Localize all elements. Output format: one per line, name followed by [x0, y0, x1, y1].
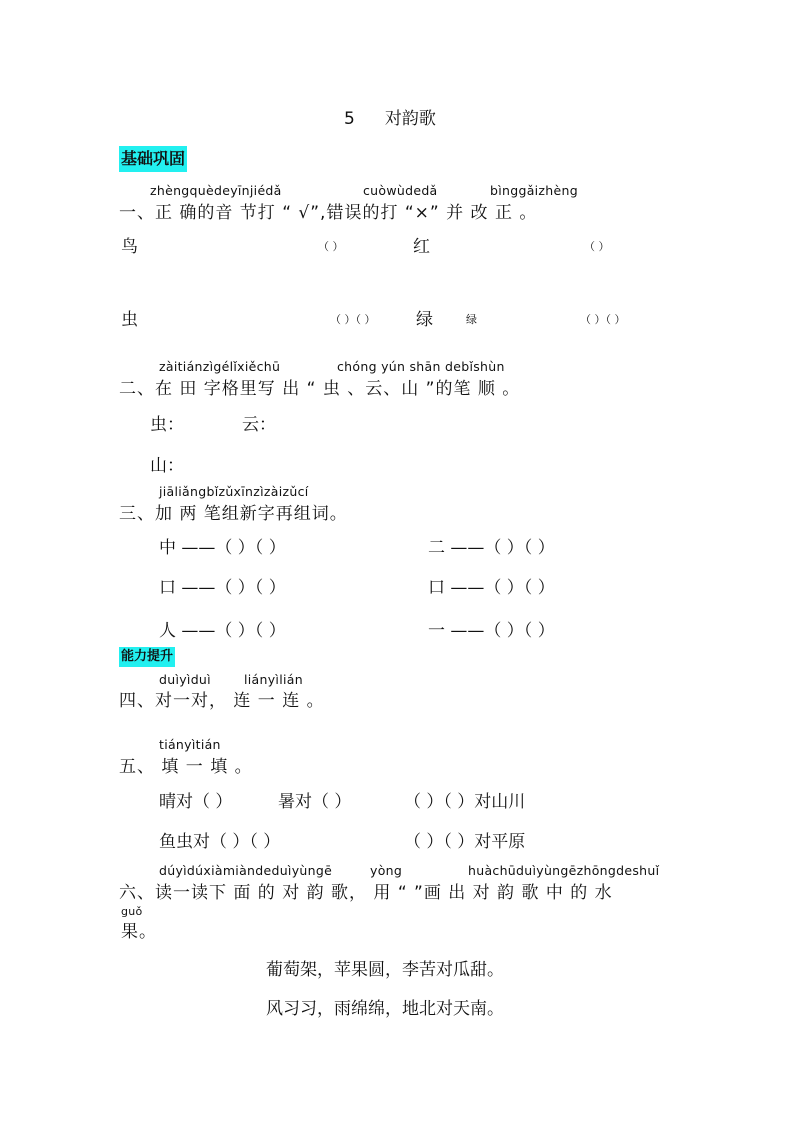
q1-pinyin-a: zhèngquèdeyīnjiédǎ	[150, 183, 282, 198]
q2-item-chong: 虫：	[150, 415, 184, 435]
q6-question-cont: 果。	[121, 922, 157, 942]
q3-row2-left: 口 ——（ ）（ ）	[159, 578, 286, 598]
q6-pinyin-c: huàchūduìyùngēzhōngdeshuǐ	[468, 863, 660, 878]
q3-question: 三、加 两 笔组新字再组词。	[119, 504, 348, 524]
q2-pinyin-b: chóng yún shān debǐshùn	[337, 359, 505, 374]
q6-pinyin-d: guǒ	[121, 905, 143, 918]
poem-line-2: 风习习，雨绵绵，地北对天南。	[266, 999, 504, 1019]
q1-row2-left-char: 虫	[121, 310, 138, 330]
q1-pinyin-b: cuòwùdedǎ	[363, 183, 438, 198]
q5-row2-c: （ ）（ ）对平原	[404, 832, 526, 852]
q4-pinyin-b: liányìlián	[244, 672, 303, 687]
q2-pinyin-a: zàitiánzìgélǐxiěchū	[159, 359, 281, 374]
q1-row1-right-brackets: （ ）	[584, 240, 610, 253]
q2-question: 二、在 田 字格里写 出 “ 虫 、云、山 ”的笔 顺 。	[119, 379, 521, 399]
q2-item-yun: 云：	[242, 415, 276, 435]
q1-row2-right-brackets: （ ）（ ）	[580, 313, 626, 326]
q5-row1-c: （ ）（ ）对山川	[404, 792, 526, 812]
poem-line-1: 葡萄架，苹果圆，李苦对瓜甜。	[266, 960, 504, 980]
page-title	[344, 104, 436, 129]
q4-pinyin-a: duìyìduì	[159, 672, 211, 687]
q3-row1-right: 二 ——（ ）（ ）	[428, 538, 555, 558]
q5-question: 五、 填 一 填 。	[119, 757, 253, 777]
lesson-number: 5	[344, 109, 355, 129]
lesson-title: 对韵歌	[384, 109, 436, 129]
q5-pinyin: tiányìtián	[159, 737, 221, 752]
q1-question: 一、正 确的音 节打 “ √”,错误的打 “×” 并 改 正 。	[119, 203, 538, 223]
q6-question: 六、读一读下 面 的 对 韵 歌， 用 “ ”画 出 对 韵 歌 中 的 水	[119, 883, 613, 903]
q1-row1-left-brackets: （ ）	[318, 240, 344, 253]
q4-question: 四、对一对， 连 一 连 。	[119, 691, 325, 711]
q1-row1-right-char: 红	[413, 237, 430, 257]
q1-row2-right-char: 绿	[416, 310, 433, 330]
q1-pinyin-c: bìnggǎizhèng	[490, 183, 578, 198]
q1-row2-left-brackets: （ ）（ ）	[330, 313, 376, 326]
q5-row1-a: 晴对（ ）	[159, 792, 233, 812]
q3-row1-left: 中 ——（ ）（ ）	[159, 538, 286, 558]
q6-pinyin-a: dúyìdúxiàmiàndeduìyùngē	[159, 863, 333, 878]
q3-row3-left: 人 ——（ ）（ ）	[159, 621, 286, 641]
q3-pinyin: jiāliǎngbǐzǔxīnzìzàizǔcí	[159, 484, 309, 499]
q6-pinyin-b: yòng	[370, 863, 403, 878]
q5-row1-b: 暑对（ ）	[278, 792, 352, 812]
q3-row3-right: 一 ——（ ）（ ）	[428, 621, 555, 641]
q5-row2-a: 鱼虫对（ ）（ ）	[159, 832, 281, 852]
q1-row1-left-char: 鸟	[121, 237, 138, 257]
section-tag-ability: 能力提升	[119, 647, 175, 667]
q1-row2-right-small: 绿	[466, 313, 477, 326]
section-tag-basic: 基础巩固	[119, 146, 187, 172]
q3-row2-right: 口 ——（ ）（ ）	[428, 578, 555, 598]
q2-item-shan: 山：	[150, 456, 184, 476]
